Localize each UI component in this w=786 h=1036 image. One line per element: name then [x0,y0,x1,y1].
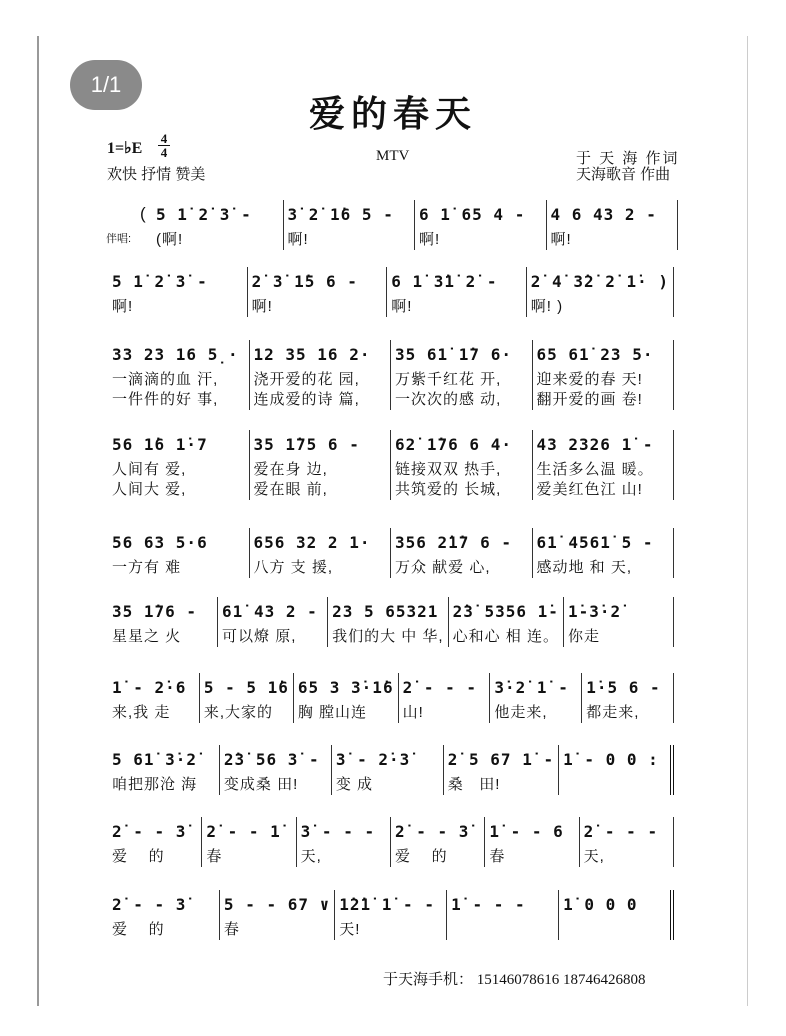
measure-notes: 1̇-3̇·2̇ [567,602,622,621]
style-label: MTV [376,148,410,164]
measure [580,817,674,867]
measure-notes: 5 61̇ 3̇·2̇ [112,750,198,769]
lyricist-credit: 于 天 海 作词 [576,150,680,167]
measure [220,745,332,795]
score-row [108,890,674,940]
measure-notes: 2̇ - - 3̇ [394,822,470,841]
score-row [108,673,674,723]
time-top: 4 [160,131,168,146]
measure-notes: 23 5 65321 [332,602,439,621]
lyric-line-1: 天, [300,848,322,865]
lyric-line-1: 你走 [567,628,600,645]
measure [250,340,392,410]
measure-notes: 3̇ - - - [300,822,376,841]
measure-notes: 3̇ - 2̇·3̇ [335,750,411,769]
measure-notes: 3̇·2̇ 1̇ - [494,678,569,697]
measure [391,528,533,578]
measure-notes: 35 1̇76 - [112,602,198,621]
lyric-line-1: 春 [489,848,506,865]
lyric-line-1: 啊! [251,298,273,315]
lyric-line-1: 啊! ) [530,298,564,315]
score-row [108,817,674,867]
composer-credit: 天海歌音 作曲 [576,166,671,183]
repeat-open-paren: ( [140,204,146,223]
measure-notes: 656 32 2 1· [253,533,371,552]
lyric-line-1: 咱把那沧 海 [112,776,198,793]
measure [559,745,674,795]
lyric-line-1: 我们的大 中 华, [332,628,444,645]
measure [447,890,559,940]
measure [449,597,564,647]
lyric-line-1 [563,920,666,940]
measure [250,528,392,578]
measure [220,890,335,940]
lyric-line-1: 胸 膛山连 [297,704,368,721]
lyric-line-1: 爱 的 [112,921,165,938]
lyric-line-2: 爱在眼 前, [253,481,328,498]
lyric-line-1: 生活多么温 暖。 [536,461,654,478]
lyric-line-1: 啊! [287,231,309,248]
measure-notes: 1̇ - - 6 [489,822,564,841]
measure [490,673,582,723]
measure [108,267,248,317]
measure-notes: 43 2326 1̇ - [536,435,654,454]
measure-notes: 5 1̇ 2̇ 3̇ - [112,272,208,291]
lyric-line-2: 翻开爱的画 卷! [536,391,643,408]
measure [108,817,202,867]
measure-notes: 65 61̇ 23 5· [536,345,654,364]
measure-notes: 33 23 16 5̣· [112,345,239,364]
measure [108,745,220,795]
page-counter-badge: 1/1 [70,60,142,110]
measure-notes: 2̇3̇ 56 3̇ - [223,750,320,769]
lyric-line-1: 他走来, [494,704,548,721]
measure [200,673,294,723]
page-border-right [747,36,748,1006]
lyric-line-1: 啊! [112,298,134,315]
measure-notes: 56 1̇6 1̇·7 [112,435,208,454]
measure [108,890,220,940]
measure [533,528,675,578]
measure [547,200,679,250]
lyric-line-1: 春 [223,921,240,938]
lyric-line-1 [563,775,666,795]
lyric-line-1: 天, [583,848,605,865]
score-row [108,267,674,317]
measure-notes: 1̇·5 6 - [586,678,661,697]
measure-notes: 5 - 5 1̇6 [203,678,289,697]
measure [218,597,328,647]
measure [294,673,399,723]
score-row [108,597,674,647]
measure [582,673,674,723]
measure [415,200,547,250]
measure-notes: 12 35 16 2· [253,345,371,364]
lyric-line-1: 啊! [550,231,572,248]
measure-notes: 6 1̇ 65 4 - [419,205,526,224]
measure-notes: 1̇ - 0 0 : [563,750,659,769]
lyric-line-1: 链接双双 热手, [395,461,502,478]
lyric-line-1: (啊! [156,231,184,248]
measure-notes: 2̇ - - - [402,678,478,697]
lyric-line-1: 星星之 火 [112,628,182,645]
measure-notes: 5 1̇ 2̇ 3̇ - [156,205,252,224]
measure-notes: 2̇ - - 3̇ [112,822,187,841]
time-signature [158,132,170,159]
lyric-line-1: 啊! [419,231,441,248]
lyric-line-1: 一滴滴的血 汗, [112,371,219,388]
lyric-line-1: 迎来爱的春 天! [536,371,643,388]
measure-notes: 56 63 5·6 [112,533,208,552]
measure-notes: 61̇ 43 2 - [222,602,318,621]
chorus-label: 伴唱: [106,233,132,245]
score-row [108,528,674,578]
key-signature: 1=♭E [107,140,143,157]
lyric-line-2: 连成爱的诗 篇, [253,391,360,408]
page-border-left [37,36,39,1006]
time-bottom: 4 [160,145,168,160]
lyric-line-1: 八方 支 援, [253,559,334,576]
lyric-line-2: 共筑爱的 长城, [395,481,502,498]
lyric-line-1: 变成桑 田! [223,776,299,793]
measure [250,430,392,500]
lyric-line-2: 一件件的好 事, [112,391,219,408]
score-row [108,340,674,410]
measure-notes: 5 - - 67 ∨ [223,895,331,914]
measure [533,340,675,410]
lyric-line-2: 爱美红色江 山! [536,481,643,498]
measure-notes: 62̇ 1̇76 6 4· [395,435,512,454]
lyric-line-1 [451,920,554,940]
lyric-line-1: 浇开爱的花 园, [253,371,360,388]
measure [391,340,533,410]
measure [564,597,674,647]
measure-notes: 2̇ - - - [583,822,659,841]
measure [391,817,485,867]
lyric-line-1: 感动地 和 天, [536,559,633,576]
lyric-line-1: 变 成 [335,776,374,793]
measure-notes: 61̇ 4561̇ 5 - [536,533,654,552]
lyric-line-1: 万众 献爱 心, [395,559,491,576]
score-row [108,430,674,500]
measure [399,673,491,723]
tempo-marking: 欢快 抒情 赞美 [107,166,206,183]
measure-notes: 6 1̇ 3̇1̇ 2̇ - [391,272,498,291]
lyric-line-1: 山! [402,704,424,721]
measure-notes: 1̇ - 2̇·6 [112,678,187,697]
measure-notes: 2̇ 5 67 1̇ - [447,750,555,769]
measure-notes: 2̇ - - 3̇ [112,895,187,914]
measure-notes: 35 1̇75 6 - [253,435,360,454]
lyric-line-1: 人间有 爱, [112,461,187,478]
measure [202,817,296,867]
measure-notes: 2̇ 3̇ 1̇5 6 - [251,272,358,291]
measure-notes: 356 2̇1̇7 6 - [395,533,512,552]
lyric-line-1: 来,大家的 [203,704,273,721]
lyric-line-2: 人间大 爱, [112,481,187,498]
measure [559,890,674,940]
score-row [108,745,674,795]
measure [485,817,579,867]
measure [148,200,284,250]
lyric-line-1: 桑 田! [447,776,501,793]
lyric-line-1: 爱 的 [394,848,448,865]
lyric-line-1: 天! [339,921,361,938]
measure-notes: 2̇3̇ 5356 1̇- [452,602,559,621]
lyric-line-1: 一方有 难 [112,559,182,576]
measure-notes: 2̇ 4̇ 3̇2̇ 2̇ 1̇· ) [530,272,670,291]
measure [328,597,449,647]
measure [527,267,674,317]
measure [108,430,250,500]
lyric-line-2: 一次次的感 动, [395,391,502,408]
measure [108,673,200,723]
measure [108,528,250,578]
measure [297,817,391,867]
measure [391,430,533,500]
measure [108,340,250,410]
measure [335,890,447,940]
measure-notes: 4 6 43 2 - [550,205,657,224]
measure [387,267,527,317]
measure [533,430,675,500]
lyric-line-1: 啊! [391,298,413,315]
lyric-line-1: 春 [206,848,223,865]
measure-notes: 1̇ 0 0 0 [563,895,638,914]
measure [284,200,416,250]
measure-notes: 3̇ 2̇ 1̇6 5 - [287,205,394,224]
lyric-line-1: 都走来, [586,704,640,721]
measure [248,267,388,317]
lyric-line-1: 可以燎 原, [222,628,297,645]
measure-notes: 1̇ - - - [451,895,526,914]
measure [108,597,218,647]
lyric-line-1: 心和心 相 连。 [452,628,559,645]
lyric-line-1: 万紫千红花 开, [395,371,502,388]
lyric-line-1: 来,我 走 [112,704,171,721]
measure-notes: 35 61̇ 1̇7 6· [395,345,512,364]
contact-footer: 于天海手机： 15146078616 18746426808 [383,972,646,988]
measure-notes: 65 3 3̇·1̇6 [297,678,394,697]
lyric-line-1: 爱 的 [112,848,165,865]
measure [444,745,559,795]
measure-notes: 1̇2̇1̇ 1̇ - - [339,895,435,914]
lyric-line-1: 爱在身 边, [253,461,328,478]
measure-notes: 2̇ - - 1̇ [206,822,281,841]
score-row [148,200,678,250]
song-title: 爱的春天 [308,93,477,135]
measure [332,745,444,795]
